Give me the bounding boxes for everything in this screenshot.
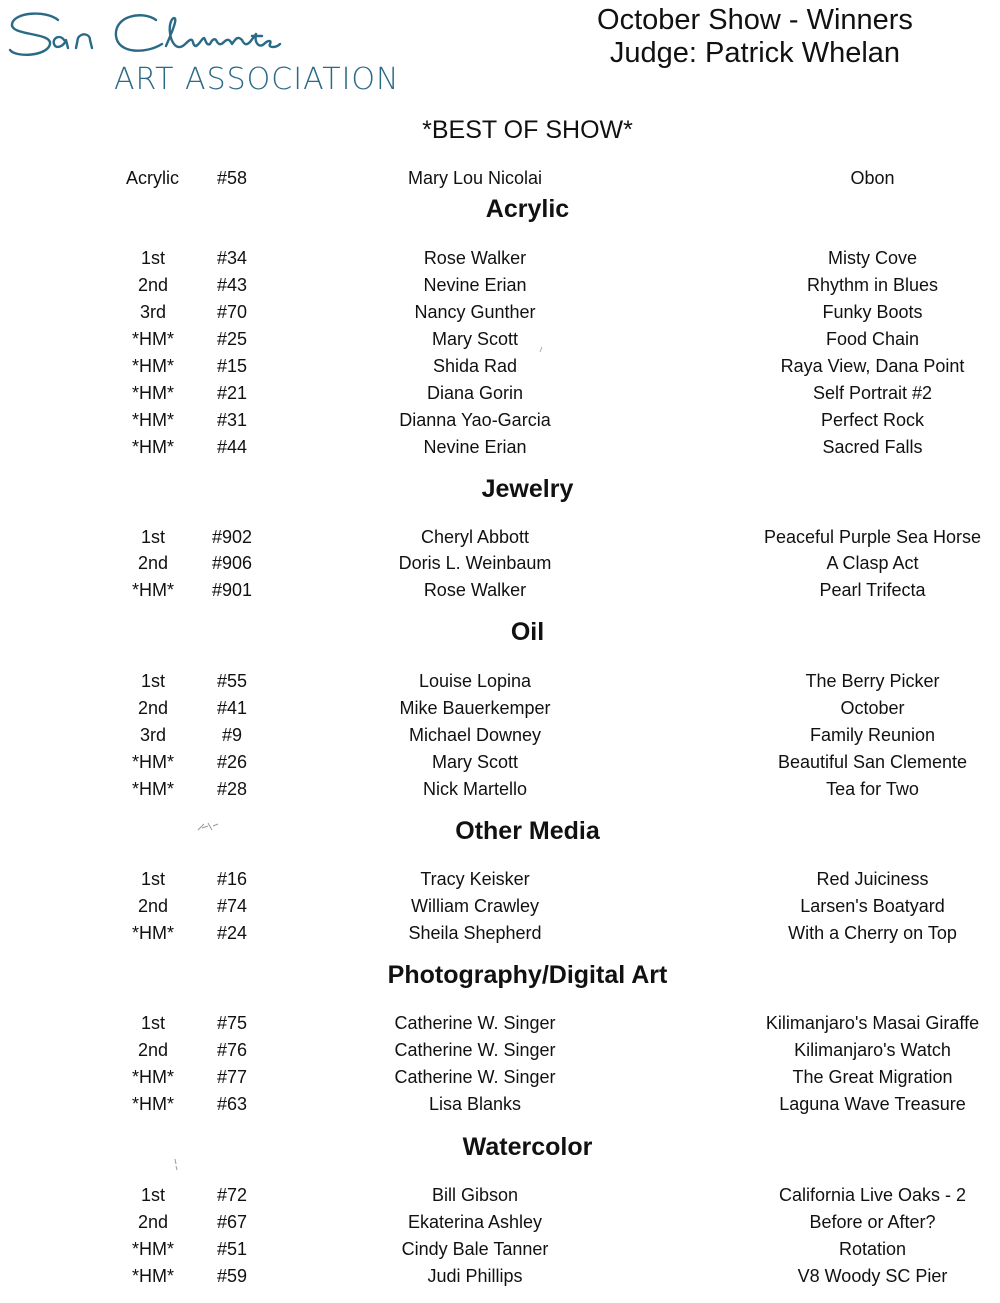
entry-number: #43 [216,275,248,295]
artwork-title: Self Portrait #2 [812,383,933,403]
winner-row [0,356,1000,383]
entry-number: #26 [216,752,248,772]
winner-row [0,248,1000,275]
artwork-title: Red Juiciness [816,869,929,889]
winner-row [0,725,1000,752]
winner-row [0,1040,1000,1067]
artwork-title: Rhythm in Blues [806,275,939,295]
winner-row [0,869,1000,896]
artwork-title: Sacred Falls [822,437,923,457]
winner-row [0,896,1000,923]
award-place: *HM* [131,1266,174,1286]
award-place: *HM* [131,580,174,600]
artwork-title: With a Cherry on Top [788,923,957,943]
artwork-title: Peaceful Purple Sea Horse [763,527,982,547]
award-place: 1st [140,248,165,268]
award-place: 2nd [137,275,169,295]
artwork-title: Kilimanjaro's Watch [794,1040,951,1060]
artist-name: Doris L. Weinbaum [398,553,552,573]
winner-row [0,302,1000,329]
award-place: *HM* [131,410,174,430]
artist-name: William Crawley [410,896,539,916]
winner-row [0,1067,1000,1094]
award-place: *HM* [131,1094,174,1114]
entry-number: #75 [216,1013,248,1033]
artist-name: Nevine Erian [423,437,527,457]
section-heading-other-media: Other Media [455,817,600,845]
artist-name: Catherine W. Singer [394,1013,556,1033]
section-heading-photography-digital-art: Photography/Digital Art [387,961,668,989]
award-place: 1st [140,1013,165,1033]
section-heading-acrylic: Acrylic [485,195,570,223]
best-of-show-heading: *BEST OF SHOW* [422,116,633,144]
entry-number: #67 [216,1212,248,1232]
award-place: 3rd [139,725,166,745]
entry-number: #16 [216,869,248,889]
artwork-title: Tea for Two [826,779,919,799]
winner-row [0,1212,1000,1239]
artwork-title: California Live Oaks - 2 [778,1185,967,1205]
artist-name: Rose Walker [423,580,527,600]
best-artwork-title: Obon [850,168,895,188]
section-heading-jewelry: Jewelry [481,475,574,503]
artwork-title: The Berry Picker [805,671,940,691]
artwork-title: Raya View, Dana Point [780,356,965,376]
winner-row [0,752,1000,779]
entry-number: #25 [216,329,248,349]
artwork-title: Funky Boots [822,302,923,322]
artwork-title: Rotation [838,1239,907,1259]
best-artist: Mary Lou Nicolai [407,168,543,188]
award-place: 1st [140,869,165,889]
entry-number: #63 [216,1094,248,1114]
artwork-title: Family Reunion [809,725,936,745]
artist-name: Bill Gibson [431,1185,519,1205]
award-place: 1st [140,671,165,691]
entry-number: #72 [216,1185,248,1205]
entry-number: #77 [216,1067,248,1087]
artist-name: Tracy Keisker [420,869,530,889]
winner-row [0,553,1000,580]
entry-number: #906 [211,553,253,573]
entry-number: #74 [216,896,248,916]
artwork-title: A Clasp Act [826,553,919,573]
award-place: 2nd [137,1040,169,1060]
winner-row [0,923,1000,950]
winner-row [0,410,1000,437]
artist-name: Lisa Blanks [428,1094,522,1114]
award-place: *HM* [131,1239,174,1259]
document-title: October Show - Winners [597,4,913,36]
artist-name: Catherine W. Singer [394,1067,556,1087]
artwork-title: Kilimanjaro's Masai Giraffe [765,1013,980,1033]
artist-name: Judi Phillips [427,1266,523,1286]
winner-row [0,1094,1000,1121]
artwork-title: V8 Woody SC Pier [797,1266,948,1286]
entry-number: #901 [211,580,253,600]
winner-row [0,1185,1000,1212]
artwork-title: Pearl Trifecta [819,580,926,600]
scan-speck [172,1158,180,1172]
entry-number: #28 [216,779,248,799]
artist-name: Cindy Bale Tanner [401,1239,549,1259]
award-place: 2nd [137,698,169,718]
judge-line: Judge: Patrick Whelan [609,37,901,69]
artwork-title: Perfect Rock [820,410,925,430]
award-place: 2nd [137,553,169,573]
winner-row [0,1266,1000,1293]
artist-name: Sheila Shepherd [408,923,542,943]
award-place: *HM* [131,923,174,943]
entry-number: #21 [216,383,248,403]
artist-name: Louise Lopina [418,671,532,691]
award-place: *HM* [131,383,174,403]
winner-row [0,580,1000,607]
entry-number: #55 [216,671,248,691]
artist-name: Nancy Gunther [414,302,536,322]
artist-name: Ekaterina Ashley [407,1212,543,1232]
artist-name: Catherine W. Singer [394,1040,556,1060]
artist-name: Mary Scott [431,329,519,349]
best-category: Acrylic [126,168,179,188]
artist-name: Mike Bauerkemper [399,698,551,718]
scan-speck [538,346,544,354]
artist-name: Diana Gorin [426,383,524,403]
artist-name: Michael Downey [408,725,542,745]
entry-number: #76 [216,1040,248,1060]
entry-number: #31 [216,410,248,430]
artist-name: Mary Scott [431,752,519,772]
winner-row [0,383,1000,410]
artwork-title: Food Chain [825,329,920,349]
award-place: *HM* [131,329,174,349]
entry-number: #9 [221,725,243,745]
award-place: 1st [140,1185,165,1205]
entry-number: #24 [216,923,248,943]
entry-number: #44 [216,437,248,457]
winner-row [0,671,1000,698]
artist-name: Nevine Erian [423,275,527,295]
award-place: 1st [140,527,165,547]
section-heading-oil: Oil [510,618,545,646]
winner-row [0,437,1000,464]
artist-name: Nick Martello [422,779,528,799]
artist-name: Rose Walker [423,248,527,268]
best-entry-number: #58 [216,168,248,188]
scan-speck [196,820,220,834]
award-place: *HM* [131,437,174,457]
san-clemente-script-wordmark [6,6,296,68]
award-place: *HM* [131,1067,174,1087]
artwork-title: Before or After? [809,1212,936,1232]
artwork-title: The Great Migration [792,1067,953,1087]
artist-name: Cheryl Abbott [420,527,530,547]
artwork-title: Misty Cove [827,248,917,268]
winner-row [0,1239,1000,1266]
best-of-show-row [0,168,1000,195]
entry-number: #70 [216,302,248,322]
entry-number: #51 [216,1239,248,1259]
artist-name: Dianna Yao-Garcia [399,410,551,430]
winner-row [0,329,1000,356]
winner-row [0,275,1000,302]
artwork-title: Beautiful San Clemente [777,752,968,772]
san-clemente-art-association-logo [6,6,406,106]
winner-row [0,698,1000,725]
award-place: 2nd [137,1212,169,1232]
winner-row [0,1013,1000,1040]
artwork-title: Laguna Wave Treasure [779,1094,966,1114]
logo-subtitle: ART ASSOCIATION [114,62,400,97]
award-place: *HM* [131,752,174,772]
entry-number: #59 [216,1266,248,1286]
entry-number: #902 [211,527,253,547]
section-heading-watercolor: Watercolor [462,1133,593,1161]
award-place: 3rd [139,302,166,322]
entry-number: #34 [216,248,248,268]
entry-number: #41 [216,698,248,718]
artist-name: Shida Rad [432,356,518,376]
artwork-title: Larsen's Boatyard [800,896,945,916]
artwork-title: October [840,698,905,718]
winner-row [0,527,1000,554]
award-place: *HM* [131,779,174,799]
winner-row [0,779,1000,806]
award-place: 2nd [137,896,169,916]
entry-number: #15 [216,356,248,376]
award-place: *HM* [131,356,174,376]
